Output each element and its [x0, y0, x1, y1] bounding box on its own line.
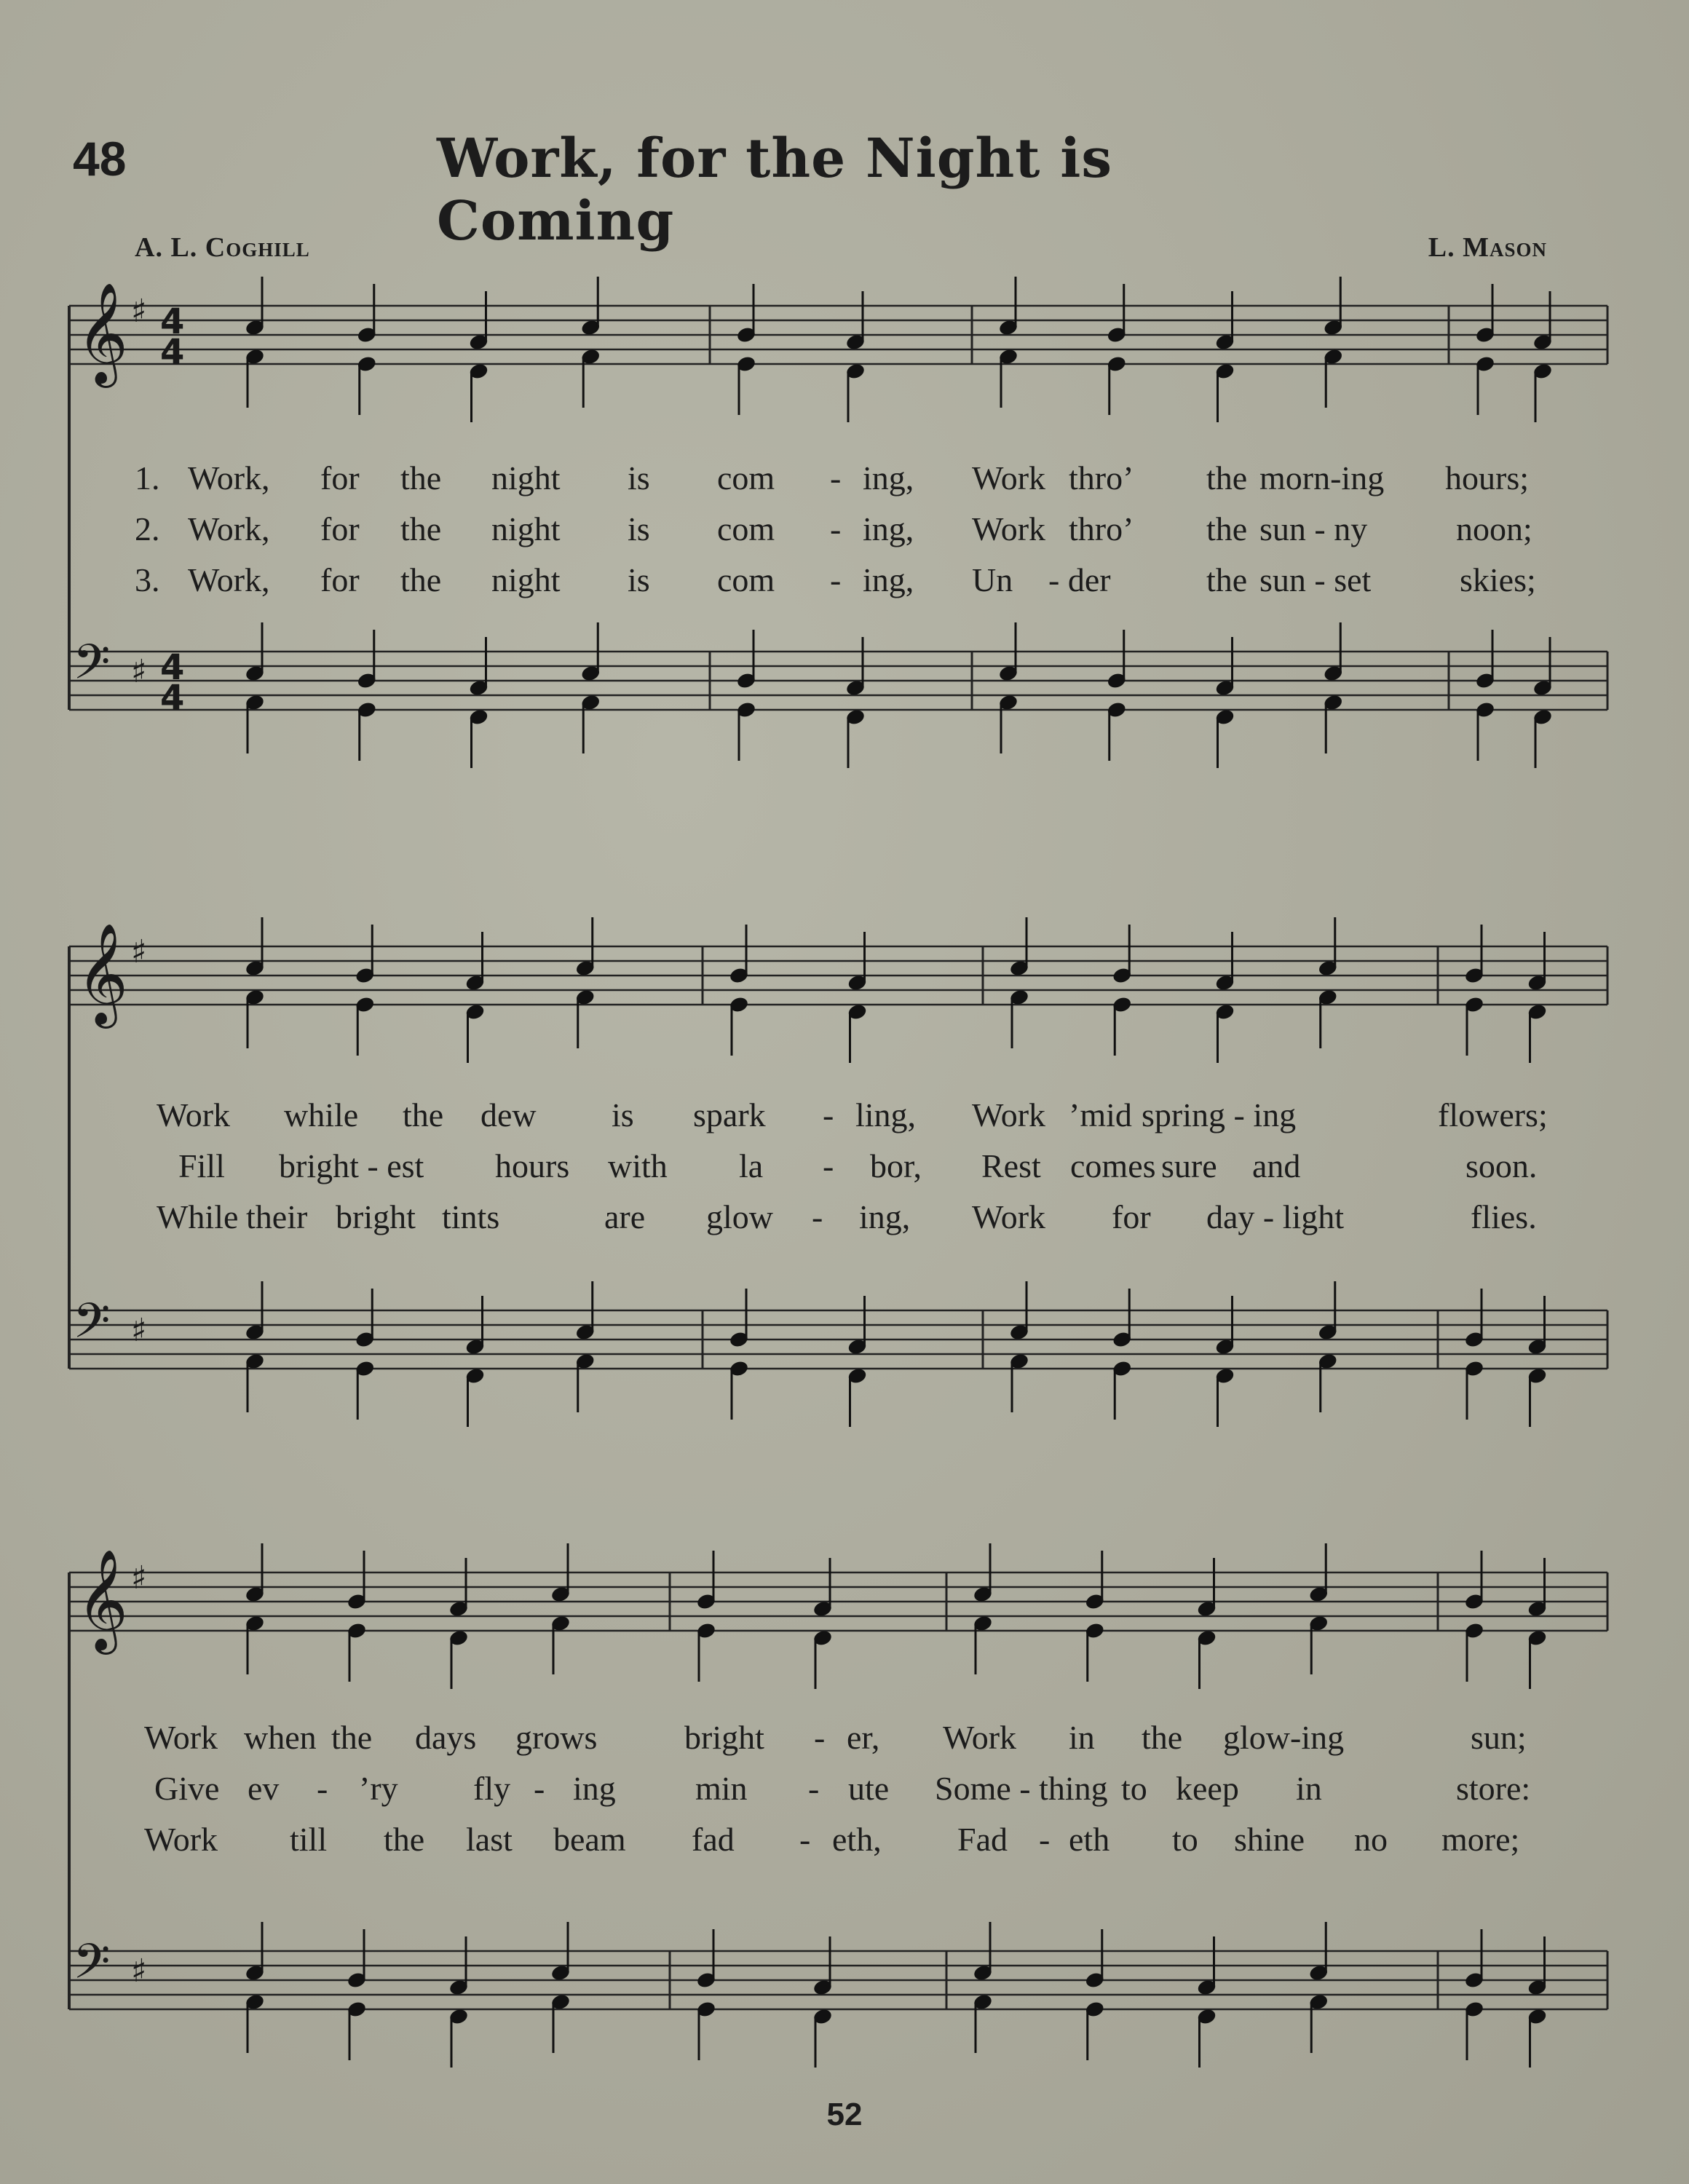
bass-staff	[69, 634, 1607, 719]
lyric-line: 1. Work, for the night is com - ing, Work thro’ the morn-ing hours;	[135, 459, 1529, 496]
lyric-line: Give ev - ’ry fly - ing min - ute Some - thing to keep in store:	[154, 1770, 1531, 1807]
treble-clef-icon: 𝄞	[76, 923, 128, 1024]
lyric-line: While their bright tints are glow - ing, Work for day - light flies.	[157, 1198, 1537, 1235]
lyric-line: Work till the last beam fad - eth, Fad - eth to shine no more;	[144, 1821, 1520, 1858]
treble-staff	[69, 1549, 1607, 1655]
page-number: 52	[826, 2097, 863, 2132]
bass-staff	[69, 1293, 1607, 1369]
bass-staff	[69, 1934, 1607, 2009]
hymn-number: 48	[73, 132, 127, 186]
treble-clef-icon: 𝄞	[76, 282, 128, 384]
time-signature: 4	[160, 301, 185, 342]
lyric-line: Work while the dew is spark - ling, Work ’mid spring - ing flowers;	[157, 1096, 1548, 1133]
lyric-line: Fill bright - est hours with la - bor, Rest comes sure and soon.	[178, 1147, 1538, 1184]
lyric-line: 2. Work, for the night is com - ing, Work thro’ the sun - ny noon;	[135, 510, 1532, 547]
lyric-line: Work when the days grows bright - er, Work in the glow-ing sun;	[144, 1719, 1527, 1756]
sharp-icon: ♯	[131, 1559, 147, 1597]
lyric-line: 3. Work, for the night is com - ing, Un - der the sun - set skies;	[135, 561, 1536, 598]
bass-clef-icon: 𝄢	[73, 1293, 111, 1361]
time-signature: 4	[160, 332, 185, 373]
time-signature: 4	[160, 647, 185, 688]
treble-staff	[69, 282, 1607, 388]
words-credit: A. L. Coghill	[135, 232, 310, 263]
treble-clef-icon: 𝄞	[76, 1549, 128, 1650]
hymn-title: Work, for the Night is Coming	[437, 127, 1112, 253]
sharp-icon: ♯	[131, 933, 147, 970]
treble-staff	[69, 923, 1607, 1029]
sharp-icon: ♯	[131, 1312, 147, 1349]
bass-clef-icon: 𝄢	[73, 634, 111, 702]
sharp-icon: ♯	[131, 1952, 147, 1990]
sharp-icon: ♯	[131, 293, 147, 330]
bass-clef-icon: 𝄢	[73, 1934, 111, 2001]
time-signature: 4	[160, 678, 185, 719]
sharp-icon: ♯	[131, 653, 147, 690]
music-credit: L. Mason	[1428, 232, 1547, 263]
